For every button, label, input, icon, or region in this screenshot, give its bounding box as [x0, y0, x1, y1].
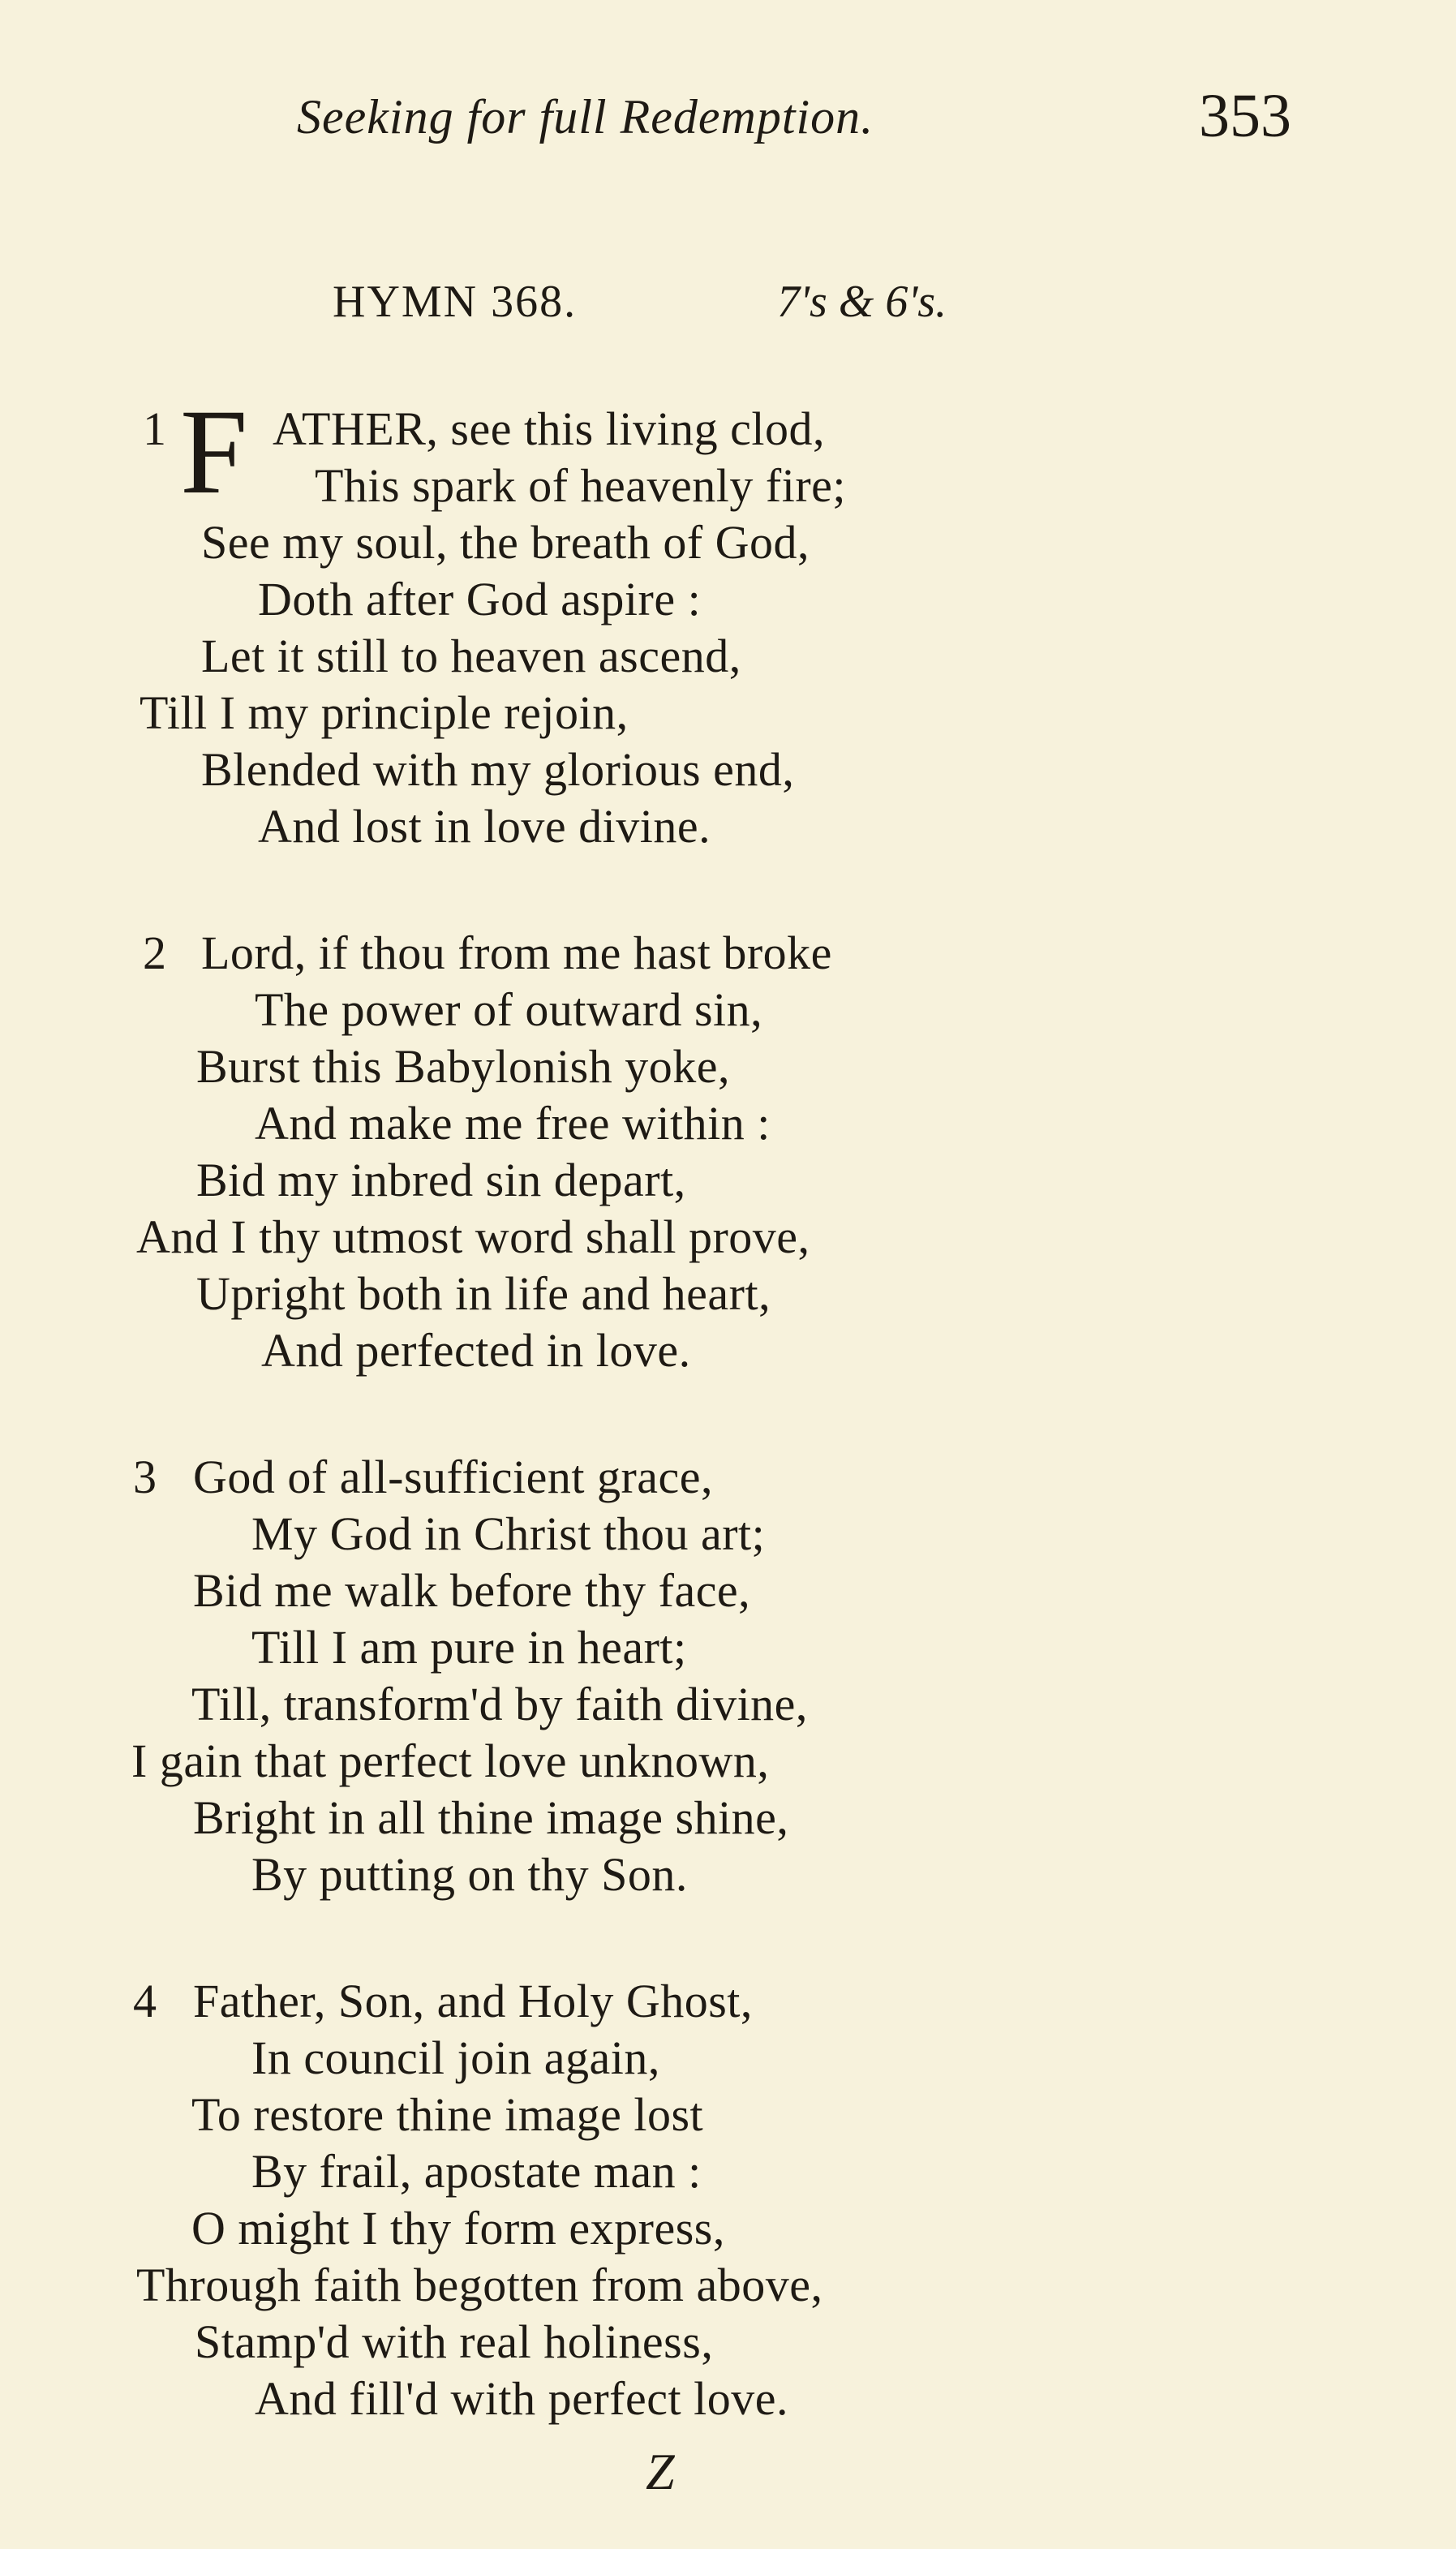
verse-line: The power of outward sin,: [255, 983, 763, 1036]
verse-line: By putting on thy Son.: [251, 1848, 688, 1901]
verse-line: Till, transform'd by faith divine,: [191, 1678, 808, 1730]
verse-line: Bright in all thine image shine,: [193, 1791, 789, 1844]
verse-line: Father, Son, and Holy Ghost,: [193, 1975, 753, 2027]
verse-line: See my soul, the breath of God,: [201, 516, 810, 569]
verse-line: And perfected in love.: [261, 1324, 691, 1377]
running-head: Seeking for full Redemption.: [297, 90, 874, 144]
verse-line: Through faith begotten from above,: [136, 2259, 823, 2311]
stanza-number: 3: [133, 1451, 157, 1503]
verse-line: Burst this Babylonish yoke,: [196, 1040, 730, 1093]
verse-line: Stamp'd with real holiness,: [195, 2315, 714, 2368]
verse-line: And lost in love divine.: [258, 800, 711, 853]
verse-line: Doth after God aspire :: [258, 573, 702, 625]
verse-line: Lord, if thou from me hast broke: [201, 926, 832, 979]
verse-line: Upright both in life and heart,: [196, 1267, 771, 1320]
verse-line: This spark of heavenly fire;: [315, 459, 847, 512]
verse-line: By frail, apostate man :: [251, 2145, 702, 2198]
verse-line: And make me free within :: [255, 1097, 771, 1150]
stanza-number: 1: [143, 402, 166, 455]
catchword: Z: [646, 2443, 675, 2500]
stanza-number: 2: [143, 926, 166, 979]
verse-line: O might I thy form express,: [191, 2202, 725, 2255]
hymn-meter: 7's & 6's.: [777, 277, 947, 327]
verse-line: Let it still to heaven ascend,: [201, 630, 741, 682]
verse-line: I gain that perfect love unknown,: [131, 1734, 770, 1787]
stanza-number: 4: [133, 1975, 157, 2027]
verse-line: To restore thine image lost: [191, 2088, 704, 2141]
verse-line: Bid my inbred sin depart,: [196, 1154, 686, 1206]
verse-line: Blended with my glorious end,: [201, 743, 795, 796]
verse-line: Till I am pure in heart;: [251, 1621, 687, 1674]
verse-line: ATHER, see this living clod,: [273, 402, 825, 455]
verse-line: Till I my principle rejoin,: [140, 686, 629, 739]
page-number: 353: [1199, 82, 1291, 150]
verse-line: God of all-sufficient grace,: [193, 1451, 714, 1503]
verse-line: And I thy utmost word shall prove,: [136, 1210, 810, 1263]
verse-line: Bid me walk before thy face,: [193, 1564, 751, 1617]
verse-line: My God in Christ thou art;: [251, 1507, 766, 1560]
hymn-title: HYMN 368.: [333, 277, 578, 327]
drop-cap: F: [180, 385, 248, 519]
verse-line: In council join again,: [251, 2031, 660, 2084]
verse-line: And fill'd with perfect love.: [255, 2372, 788, 2425]
